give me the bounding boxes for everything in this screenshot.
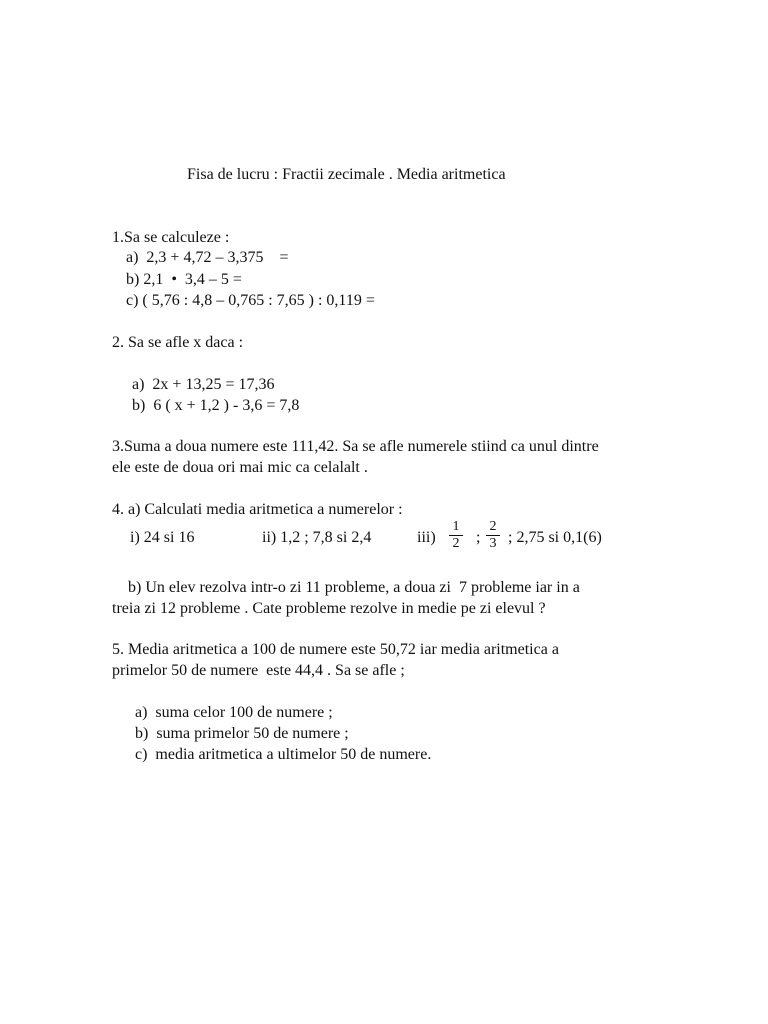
problem-3-line-2: ele este de doua ori mai mic ca celalalt . [112, 459, 368, 476]
problem-1a: a) 2,3 + 4,72 – 3,375 = [126, 249, 289, 266]
problem-4a-iii-rest: ; 2,75 si 0,1(6) [508, 529, 602, 546]
problem-1c: c) ( 5,76 : 4,8 – 0,765 : 7,65 ) : 0,119 = [126, 292, 375, 309]
fraction-separator: ; [476, 529, 481, 546]
problem-5-line-2: primelor 50 de numere este 44,4 . Sa se afle ; [112, 662, 405, 679]
fraction-denominator: 2 [452, 536, 460, 551]
problem-5-line-1: 5. Media aritmetica a 100 de numere este 50,72 iar media aritmetica a [112, 641, 559, 658]
problem-2b: b) 6 ( x + 1,2 ) - 3,6 = 7,8 [132, 397, 300, 414]
problem-5c: c) media aritmetica a ultimelor 50 de numere. [135, 746, 432, 763]
problem-4-heading: 4. a) Calculati media aritmetica a numerelor : [112, 501, 403, 518]
page-title: Fisa de lucru : Fractii zecimale . Media aritmetica [187, 166, 506, 183]
fraction-numerator: 2 [489, 519, 497, 534]
problem-5b: b) suma primelor 50 de numere ; [135, 725, 349, 742]
fraction-numerator: 1 [452, 519, 460, 534]
fraction-one-half [449, 520, 463, 551]
problem-4a-ii: ii) 1,2 ; 7,8 si 2,4 [262, 529, 372, 546]
problem-1-heading: 1.Sa se calculeze : [112, 229, 230, 246]
problem-4b-line-1: b) Un elev rezolva intr-o zi 11 probleme, a doua zi 7 probleme iar in a [128, 579, 580, 596]
problem-3-line-1: 3.Suma a doua numere este 111,42. Sa se afle numerele stiind ca unul dintre [112, 438, 599, 455]
problem-2-heading: 2. Sa se afle x daca : [112, 334, 244, 351]
problem-4a-i: i) 24 si 16 [130, 529, 195, 546]
problem-5a: a) suma celor 100 de numere ; [135, 704, 333, 721]
problem-4b-line-2: treia zi 12 probleme . Cate probleme rezolve in medie pe zi elevul ? [112, 600, 546, 617]
fraction-denominator: 3 [489, 536, 497, 551]
problem-2a: a) 2x + 13,25 = 17,36 [132, 376, 275, 393]
problem-1b: b) 2,1 • 3,4 – 5 = [126, 271, 242, 288]
fraction-two-thirds [486, 520, 500, 551]
problem-4a-iii-label: iii) [417, 529, 436, 546]
